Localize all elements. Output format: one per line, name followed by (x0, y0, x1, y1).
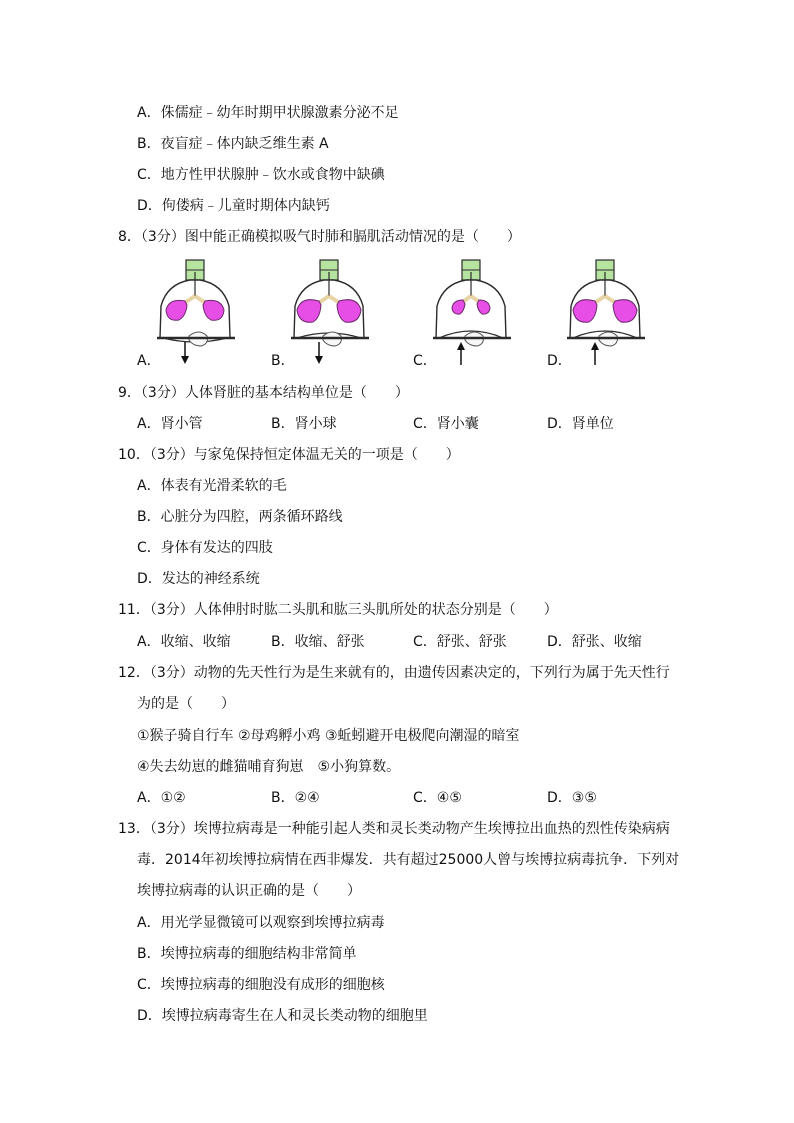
q10-option-d: D．发达的神经系统 (137, 571, 260, 587)
q12-option-d: D．③⑤ (547, 790, 597, 806)
q12-option-b: B．②④ (271, 790, 320, 806)
q12-items-line1: ①猴子骑自行车 ②母鸡孵小鸡 ③蚯蚓避开电极爬向潮湿的暗室 (137, 728, 520, 744)
q12-items-line2: ④失去幼崽的雌猫哺育狗崽 ⑤小狗算数。 (137, 759, 401, 775)
q8-figure-label: B． (271, 353, 295, 369)
bell-jar-lung-model (431, 258, 513, 370)
q8-figure-b (271, 258, 391, 373)
q8-figure-c (413, 258, 533, 373)
q10-option-c: C．身体有发达的四肢 (137, 540, 273, 556)
q7-option-b: B．夜盲症﹣体内缺乏维生素 A (137, 136, 329, 152)
q11-stem: 11．（3分）人体伸肘时肱二头肌和肱三头肌所处的状态分别是（ ） (118, 602, 558, 618)
q8-stem: 8．（3分）图中能正确模拟吸气时肺和膈肌活动情况的是（ ） (118, 229, 521, 245)
q7-option-c: C．地方性甲状腺肿﹣饮水或食物中缺碘 (137, 167, 385, 183)
q13-option-d: D．埃博拉病毒寄生在人和灵长类动物的细胞里 (137, 1008, 428, 1024)
q11-option-b: B．收缩、舒张 (271, 634, 365, 650)
q9-option-b: B．肾小球 (271, 416, 337, 432)
q11-option-d: D．舒张、收缩 (547, 634, 642, 650)
bell-jar-lung-model (565, 258, 647, 370)
q10-stem: 10．（3分）与家兔保持恒定体温无关的一项是（ ） (118, 447, 460, 463)
q9-option-a: A．肾小管 (137, 416, 203, 432)
q11-option-a: A．收缩、收缩 (137, 634, 231, 650)
q12-stem-line1: 12．（3分）动物的先天性行为是生来就有的，由遗传因素决定的，下列行为属于先天性行 (118, 665, 670, 681)
q13-option-b: B．埃博拉病毒的细胞结构非常简单 (137, 946, 357, 962)
bell-jar-lung-model (155, 258, 237, 370)
q8-figure-label: D． (547, 353, 572, 369)
q10-option-a: A．体表有光滑柔软的毛 (137, 478, 287, 494)
q8-figure-label: C． (413, 353, 437, 369)
q8-figure-d (547, 258, 667, 373)
q13-stem-line3: 埃博拉病毒的认识正确的是（ ） (137, 883, 361, 899)
q8-figures (137, 258, 657, 373)
q13-stem-line2: 毒．2014年初埃博拉病情在西非爆发．共有超过25000人曾与埃博拉病毒抗争．下列对 (137, 852, 680, 868)
q9-option-d: D．肾单位 (547, 416, 614, 432)
q8-figure-label: A． (137, 353, 161, 369)
q9-option-c: C．肾小囊 (413, 416, 479, 432)
q9-stem: 9．（3分）人体肾脏的基本结构单位是（ ） (118, 385, 409, 401)
bell-jar-lung-model (289, 258, 371, 370)
q12-option-a: A．①② (137, 790, 186, 806)
q7-option-a: A．侏儒症﹣幼年时期甲状腺激素分泌不足 (137, 105, 399, 121)
q8-figure-a (137, 258, 257, 373)
q13-stem-line1: 13．（3分）埃博拉病毒是一种能引起人类和灵长类动物产生埃博拉出血热的烈性传染病病 (118, 821, 670, 837)
q12-stem-line2: 为的是（ ） (137, 696, 235, 712)
q13-option-a: A．用光学显微镜可以观察到埃博拉病毒 (137, 915, 385, 931)
q13-option-c: C．埃博拉病毒的细胞没有成形的细胞核 (137, 977, 385, 993)
q10-option-b: B．心脏分为四腔，两条循环路线 (137, 509, 343, 525)
q11-option-c: C．舒张、舒张 (413, 634, 507, 650)
q7-option-d: D．佝偻病﹣儿童时期体内缺钙 (137, 198, 330, 214)
q12-option-c: C．④⑤ (413, 790, 462, 806)
